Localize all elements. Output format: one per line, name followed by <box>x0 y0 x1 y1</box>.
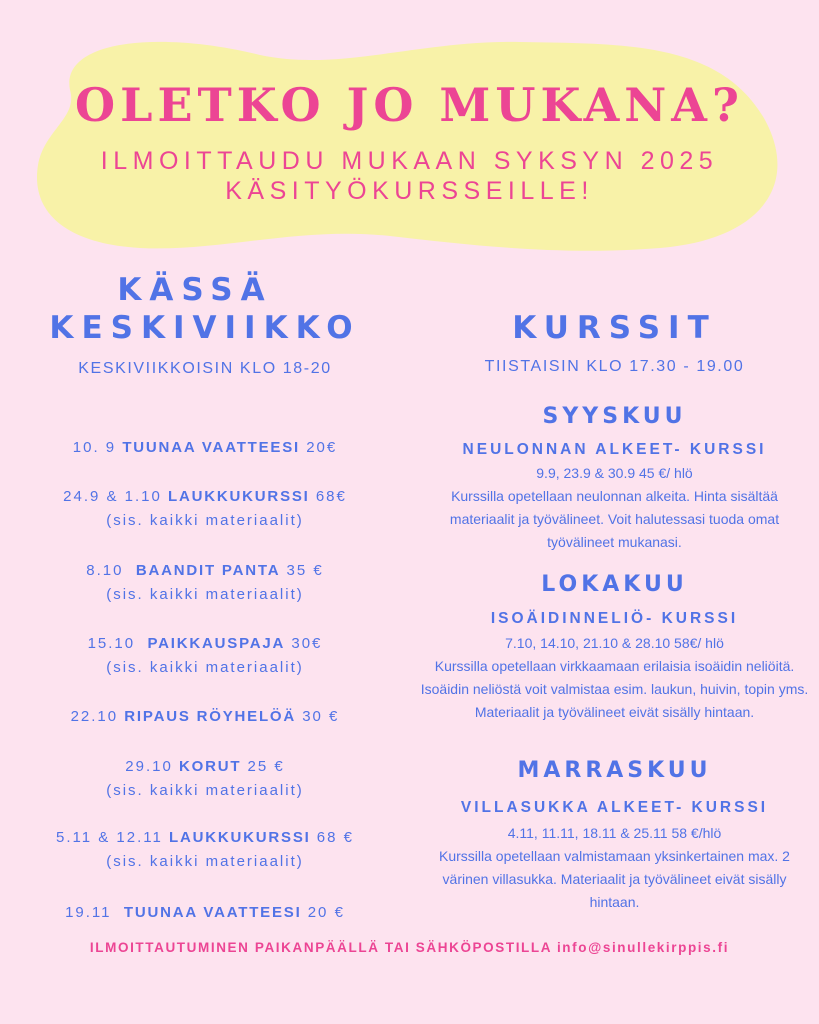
course-item: 15.10 PAIKKAUSPAJA 30€ (sis. kaikki materiaalit) <box>87 635 323 676</box>
course-item: 22.10 RIPAUS RÖYHELÖÄ 30 € <box>70 708 340 725</box>
course-item: 8.10 BAANDIT PANTA 35 € (sis. kaikki materiaalit) <box>86 562 324 603</box>
tuesday-time: TIISTAISIN KLO 17.30 - 19.00 <box>484 358 745 375</box>
course-info: 9.9, 23.9 & 30.9 45 €/ hlö Kurssilla opetellaan neulonnan alkeita. Hinta sisältää materiaalit ja työvälineet. Voit halutessasi tuoda omat työvälineet mukanasi. <box>449 465 780 550</box>
wednesday-time: KESKIVIIKKOISIN KLO 18-20 <box>78 360 332 377</box>
course-item: 19.11 TUUNAA VAATTEESI 20 € <box>65 904 345 921</box>
month-heading: MARRASKUU <box>517 758 712 783</box>
right-title: KURSSIT <box>512 310 717 346</box>
yellow-blob-shape <box>0 0 819 280</box>
course-info: 4.11, 11.11, 18.11 & 25.11 58 €/hlö Kurssilla opetellaan valmistamaan yksinkertainen max. 2 värinen villasukka. Materiaalit ja työvälineet eivät sisälly hintaan. <box>439 825 790 910</box>
course-name: ISOÄIDINNELIÖ- KURSSI <box>490 610 739 627</box>
course-item: 10. 9 TUUNAA VAATTEESI 20€ <box>72 439 338 456</box>
month-heading: SYYSKUU <box>542 404 687 429</box>
course-name: VILLASUKKA ALKEET- KURSSI <box>460 799 769 816</box>
course-item: 5.11 & 12.11 LAUKKUKURSSI 68 € (sis. kaikki materiaalit) <box>55 829 354 870</box>
course-item: 24.9 & 1.10 LAUKKUKURSSI 68€ (sis. kaikki materiaalit) <box>63 488 347 529</box>
course-info: 7.10, 14.10, 21.10 & 28.10 58€/ hlö Kurssilla opetellaan virkkaamaan erilaisia isoäidin neliöitä. Isoäidin neliöstä voit valmistaa esim. laukun, huivin, topin yms. Materiaalit ja työvälineet eivät sisälly hintaan. <box>420 635 809 720</box>
subheadline: ILMOITTAUDU MUKAAN SYKSYN 2025 KÄSITYÖKURSSEILLE! <box>100 147 719 205</box>
registration-footer: ILMOITTAUTUMINEN PAIKANPÄÄLLÄ TAI SÄHKÖPOSTILLA info@sinullekirppis.fi <box>89 940 730 955</box>
left-title-line1: KÄSSÄ <box>117 272 273 308</box>
headline: OLETKO JO MUKANA? <box>75 78 744 132</box>
course-name: NEULONNAN ALKEET- KURSSI <box>462 441 767 458</box>
month-heading: LOKAKUU <box>541 572 688 597</box>
course-item: 29.10 KORUT 25 € (sis. kaikki materiaalit) <box>106 758 304 799</box>
left-title-line2: KESKIVIIKKO <box>49 310 361 346</box>
